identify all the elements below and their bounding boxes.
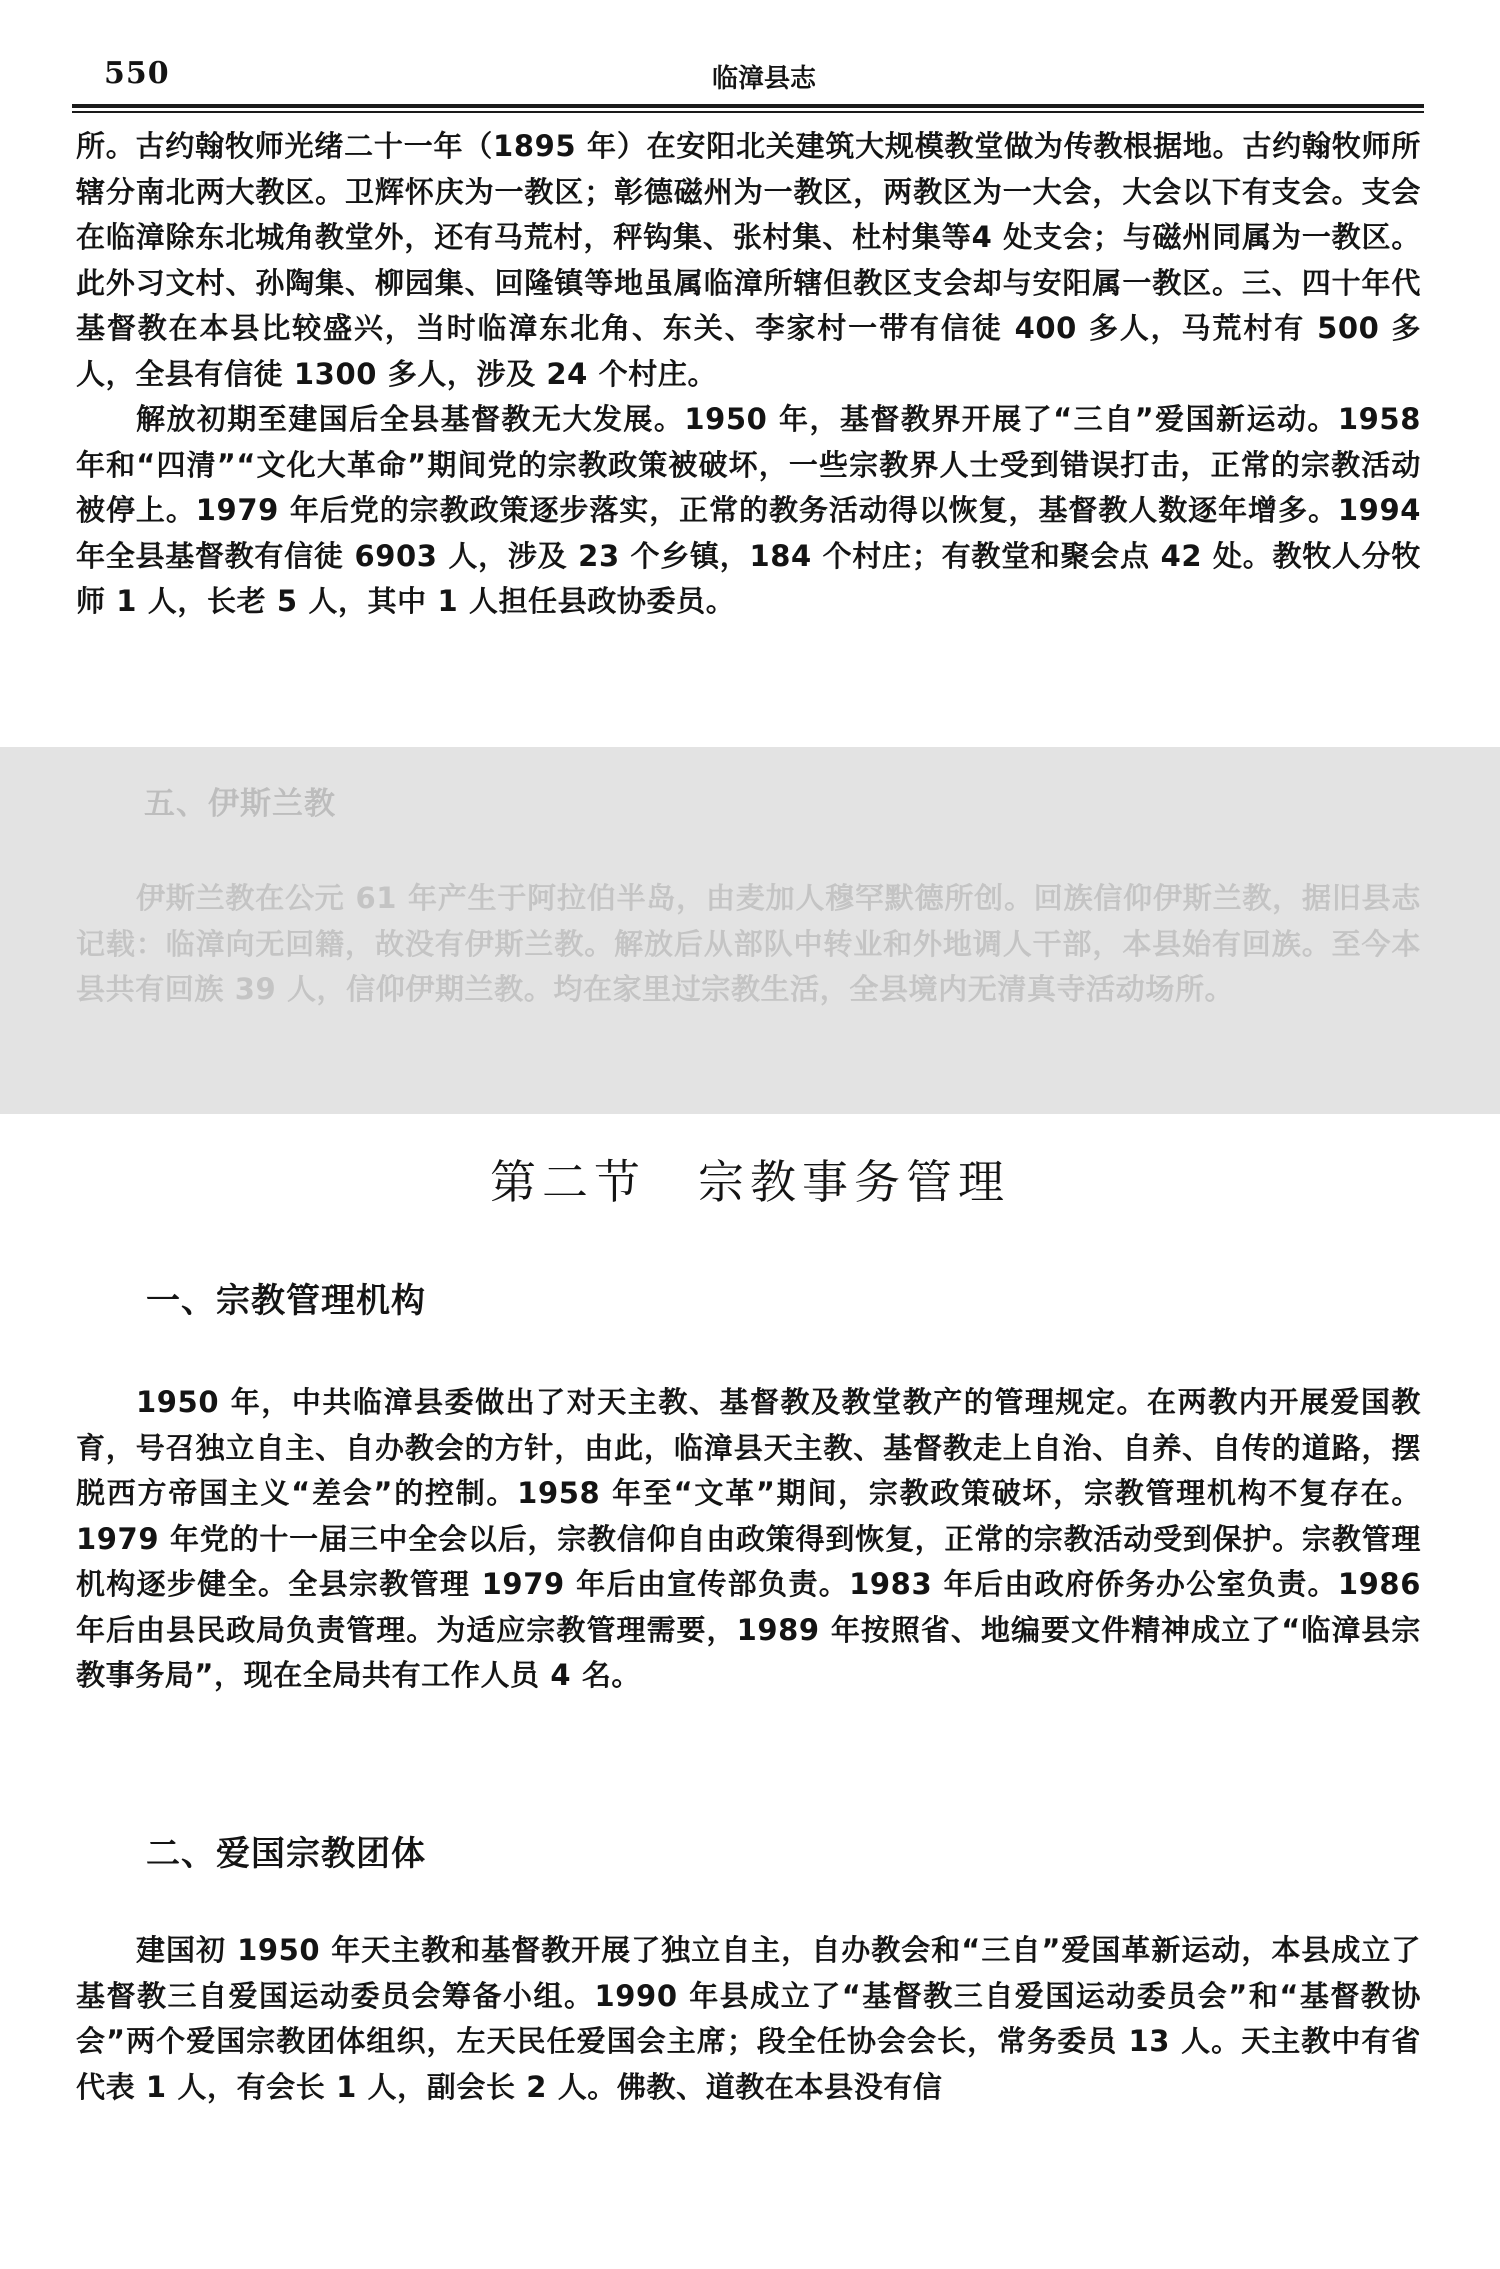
page-number: 550 — [104, 56, 170, 91]
header-rule — [72, 104, 1424, 108]
subsection-heading-patriotic-groups: 二、爱国宗教团体 — [146, 1834, 426, 1874]
header-rule-thin — [72, 111, 1424, 113]
islam-heading: 五、伊斯兰教 — [144, 786, 336, 822]
paragraph-management: 1950 年，中共临漳县委做出了对天主教、基督教及教堂教产的管理规定。在两教内开展爱国教育，号召独立自主、自办教会的方针，由此，临漳县天主教、基督教走上自治、自养、自传的道路，摆脱西方帝国主义“差会”的控制。1958 年至“文革”期间，宗教政策破坏，宗教管理机构不复存在。1979 年党的十一届三中全会以后，宗教信仰自由政策得到恢复，正常的宗教活动受到保护。宗教管理机构逐步健全。全县宗教管理 1979 年后由宣传部负责。1983 年后由政府侨务办公室负责。1986 年后由县民政局负责管理。为适应宗教管理需要，1989 年按照省、地编要文件精神成立了“临漳县宗教事务局”，现在全局共有工作人员 4 名。 — [76, 1385, 1421, 1692]
management-text-block — [76, 1380, 1421, 1699]
subsection-heading-management: 一、宗教管理机构 — [146, 1281, 426, 1321]
continued-text-block — [76, 124, 1421, 625]
patriotic-groups-text-block — [76, 1928, 1421, 2110]
paragraph-christianity-history: 所。古约翰牧师光绪二十一年（1895 年）在安阳北关建筑大规模教堂做为传教根据地。古约翰牧师所辖分南北两大教区。卫辉怀庆为一教区；彰德磁州为一教区，两教区为一大会，大会以下有支会。支会在临漳除东北城角教堂外，还有马荒村，秤钩集、张村集、杜村集等4 处支会；与磁州同属为一教区。此外习文村、孙陶集、柳园集、回隆镇等地虽属临漳所辖但教区支会却与安阳属一教区。三、四十年代基督教在本县比较盛兴，当时临漳东北角、东关、李家村一带有信徒 400 多人，马荒村有 500 多人，全县有信徒 1300 多人，涉及 24 个村庄。 — [76, 129, 1421, 391]
page-header — [104, 56, 1424, 96]
paragraph-patriotic-groups: 建国初 1950 年天主教和基督教开展了独立自主，自办教会和“三自”爱国革新运动，本县成立了基督教三自爱国运动委员会筹备小组。1990 年县成立了“基督教三自爱国运动委员会”和“基督教协会”两个爱国宗教团体组织，左天民任爱国会主席；段全任协会会长，常务委员 13 人。天主教中有省代表 1 人，有会长 1 人，副会长 2 人。佛教、道教在本县没有信 — [76, 1933, 1421, 2104]
section-title: 第二节 宗教事务管理 — [490, 1155, 1010, 1209]
paragraph-islam: 伊斯兰教在公元 61 年产生于阿拉伯半岛，由麦加人穆罕默德所创。回族信仰伊斯兰教，据旧县志记载：临漳向无回籍，故没有伊斯兰教。解放后从部队中转业和外地调人干部，本县始有回族。至今本县共有回族 39 人，信仰伊期兰教。均在家里过宗教生活，全县境内无清真寺活动场所。 — [76, 881, 1421, 1006]
paragraph-christianity-postwar: 解放初期至建国后全县基督教无大发展。1950 年，基督教界开展了“三自”爱国新运动。1958 年和“四清”“文化大革命”期间党的宗教政策被破坏，一些宗教界人士受到错误打击，正常的宗教活动被停上。1979 年后党的宗教政策逐步落实，正常的教务活动得以恢复，基督教人数逐年增多。1994 年全县基督教有信徒 6903 人，涉及 23 个乡镇，184 个村庄；有教堂和聚会点 42 处。教牧人分牧师 1 人，长老 5 人，其中 1 人担任县政协委员。 — [76, 402, 1421, 618]
running-title: 临漳县志 — [711, 64, 816, 94]
